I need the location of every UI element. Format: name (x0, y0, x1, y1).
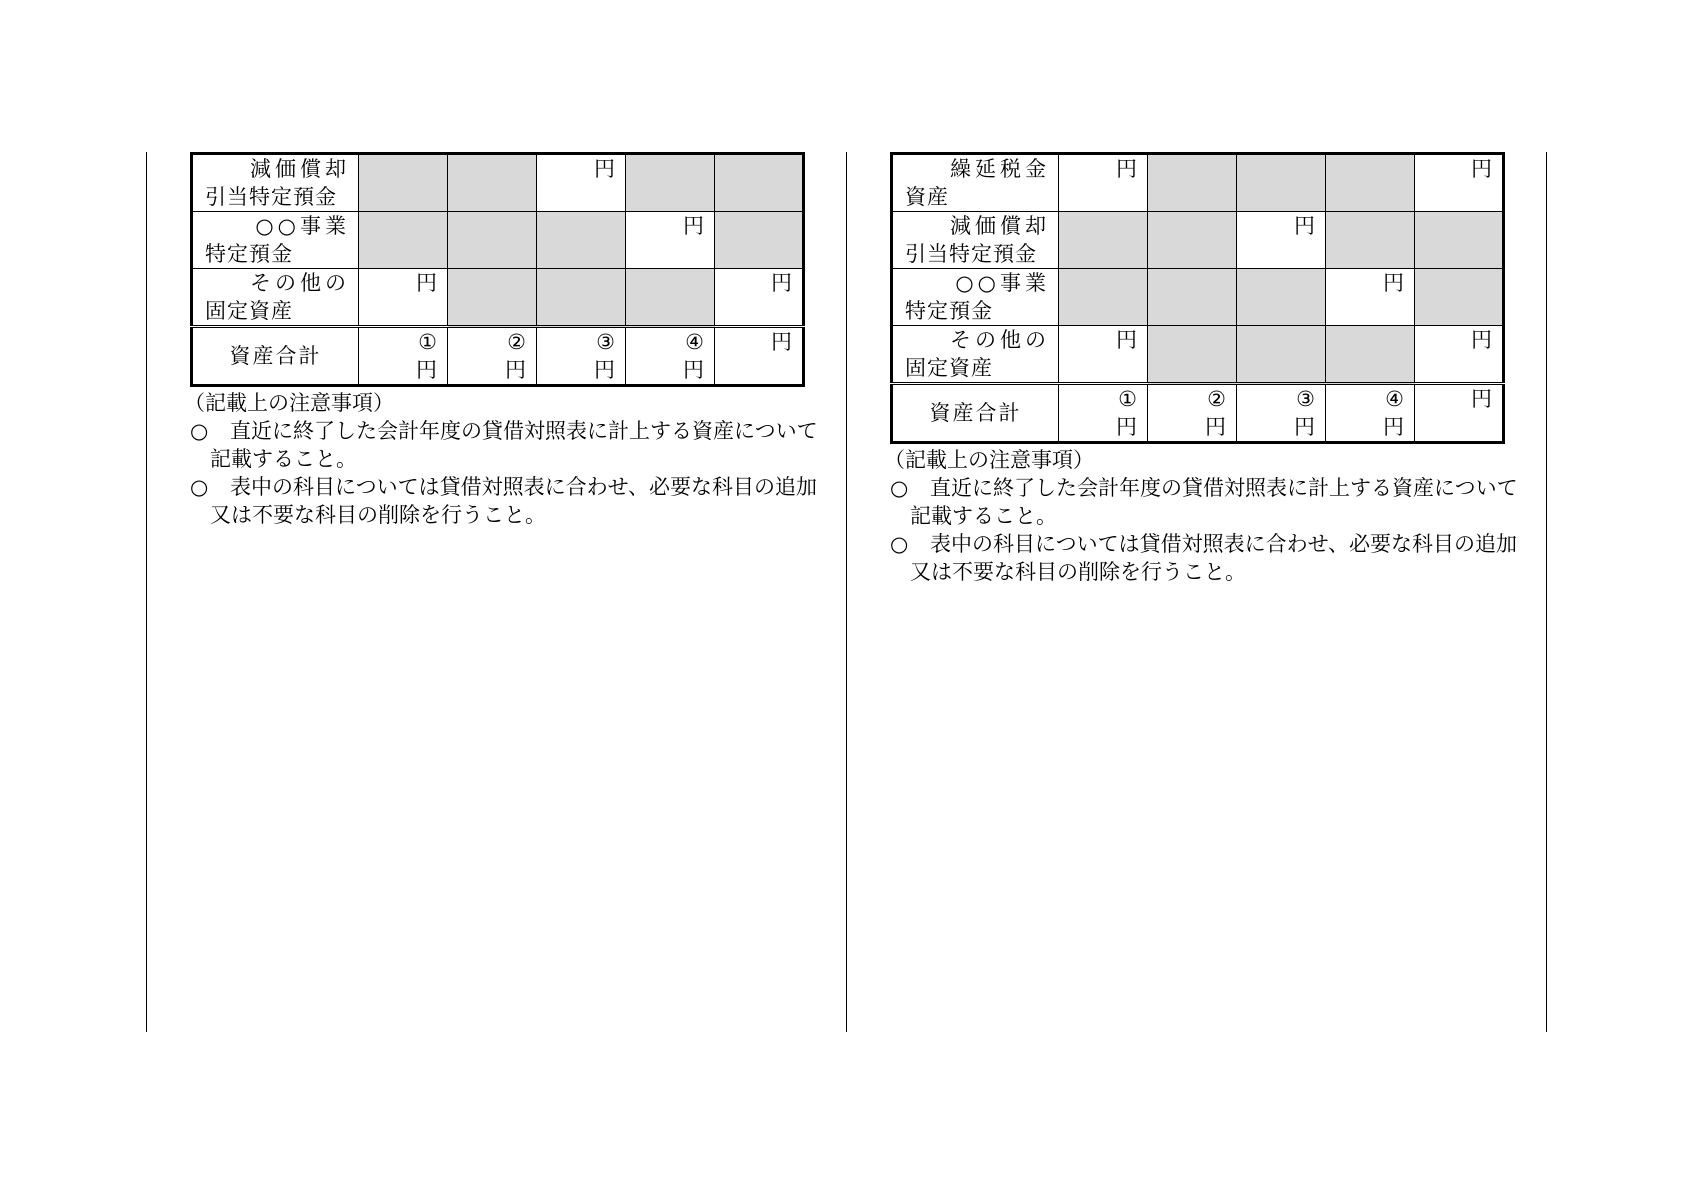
total-marker: ④ (685, 330, 704, 354)
table-row (892, 269, 1504, 326)
total-amount-cell (626, 327, 715, 386)
note-item (190, 473, 840, 501)
note-line2: 又は不要な科目の削除を行うこと。 (210, 503, 546, 527)
table-row (892, 154, 1504, 212)
row-label-line1: ○○事業 (255, 214, 350, 238)
amount-cell (448, 154, 537, 212)
amount-cell (359, 212, 448, 269)
note-item (190, 417, 840, 445)
total-marker: 円 (771, 330, 792, 354)
total-marker: ② (507, 330, 526, 354)
total-amount-cell (715, 327, 804, 386)
note-bullet: ○ (890, 532, 909, 556)
total-amount-cell (1148, 384, 1237, 443)
amount-cell (626, 154, 715, 212)
amount-cell: 円 (359, 269, 448, 327)
total-unit: 円 (1294, 415, 1315, 439)
table-row (892, 212, 1504, 269)
amount-cell (1326, 212, 1415, 269)
total-marker: 円 (1471, 387, 1492, 411)
right-margin-line (1546, 152, 1547, 1032)
table-row (192, 212, 804, 269)
total-row (192, 327, 804, 386)
total-unit: 円 (594, 358, 615, 382)
total-marker: ③ (1296, 387, 1315, 411)
right-notes (884, 446, 1540, 586)
row-label-line2: 固定資産 (205, 299, 293, 323)
notes-heading: （記載上の注意事項） (884, 448, 1094, 472)
amount-cell (1326, 326, 1415, 384)
amount-cell: 円 (715, 269, 804, 327)
row-label-line1: ○○事業 (955, 271, 1050, 295)
table-row (192, 269, 804, 327)
row-label-line2: 引当特定預金 (205, 185, 337, 209)
amount-cell (537, 212, 626, 269)
note-bullet: ○ (190, 419, 209, 443)
total-unit: 円 (1205, 415, 1226, 439)
table-row (192, 154, 804, 212)
total-unit: 円 (683, 358, 704, 382)
amount-cell (1148, 212, 1237, 269)
note-line1: 表中の科目については貸借対照表に合わせ、必要な科目の追加 (930, 532, 1517, 556)
total-marker: ① (418, 330, 437, 354)
total-amount-cell (448, 327, 537, 386)
amount-cell (1326, 154, 1415, 212)
amount-cell (537, 269, 626, 327)
total-unit: 円 (1116, 415, 1137, 439)
amount-cell (448, 212, 537, 269)
total-unit: 円 (1383, 415, 1404, 439)
amount-cell (1148, 154, 1237, 212)
amount-cell: 円 (1415, 326, 1504, 384)
total-unit: 円 (505, 358, 526, 382)
row-label-line2: 資産 (905, 185, 949, 209)
left-asset-table (190, 152, 805, 387)
amount-cell: 円 (537, 154, 626, 212)
amount-cell (1148, 269, 1237, 326)
row-label-cell (192, 269, 359, 327)
amount-cell (1237, 154, 1326, 212)
notes-heading: （記載上の注意事項） (184, 391, 394, 415)
row-label-cell (892, 326, 1059, 384)
amount-cell: 円 (626, 212, 715, 269)
amount-cell (715, 212, 804, 269)
row-label-line1: 繰延税金 (950, 157, 1050, 181)
amount-cell: 円 (1237, 212, 1326, 269)
row-label-line2: 特定預金 (905, 299, 993, 323)
amount-cell (715, 154, 804, 212)
row-label-cell (892, 212, 1059, 269)
row-label-cell (892, 154, 1059, 212)
total-marker: ④ (1385, 387, 1404, 411)
total-unit: 円 (416, 358, 437, 382)
center-divider-line (846, 152, 847, 1032)
total-amount-cell (537, 327, 626, 386)
amount-cell (626, 269, 715, 327)
total-amount-cell (1237, 384, 1326, 443)
amount-cell (1415, 269, 1504, 326)
total-amount-cell (1059, 384, 1148, 443)
left-notes (184, 389, 840, 529)
row-label-cell (192, 212, 359, 269)
row-label-line1: 減価償却 (950, 214, 1050, 238)
amount-cell (1059, 269, 1148, 326)
right-asset-table (890, 152, 1505, 444)
amount-cell: 円 (1059, 326, 1148, 384)
right-panel (884, 152, 1540, 586)
row-label-line1: 減価償却 (250, 157, 350, 181)
amount-cell (448, 269, 537, 327)
amount-cell (1237, 269, 1326, 326)
note-line1: 表中の科目については貸借対照表に合わせ、必要な科目の追加 (230, 475, 817, 499)
total-marker: ① (1118, 387, 1137, 411)
left-panel (184, 152, 840, 529)
total-label-cell: 資産合計 (892, 384, 1059, 443)
total-marker: ② (1207, 387, 1226, 411)
total-amount-cell (359, 327, 448, 386)
note-item (890, 530, 1540, 558)
total-marker: ③ (596, 330, 615, 354)
total-amount-cell (1326, 384, 1415, 443)
amount-cell (1148, 326, 1237, 384)
note-bullet: ○ (890, 476, 909, 500)
note-line2: 記載すること。 (910, 504, 1057, 528)
note-line1: 直近に終了した会計年度の貸借対照表に計上する資産について (230, 419, 818, 443)
note-line2: 記載すること。 (210, 447, 357, 471)
amount-cell: 円 (1415, 154, 1504, 212)
amount-cell (1415, 212, 1504, 269)
amount-cell (1059, 212, 1148, 269)
note-bullet: ○ (190, 475, 209, 499)
total-row (892, 384, 1504, 443)
row-label-line1: その他の (950, 328, 1050, 352)
note-item (890, 474, 1540, 502)
total-amount-cell (1415, 384, 1504, 443)
note-line1: 直近に終了した会計年度の貸借対照表に計上する資産について (930, 476, 1518, 500)
row-label-line1: その他の (250, 271, 350, 295)
row-label-line2: 特定預金 (205, 242, 293, 266)
note-line2: 又は不要な科目の削除を行うこと。 (910, 560, 1246, 584)
left-margin-line (146, 152, 147, 1032)
total-label-cell: 資産合計 (192, 327, 359, 386)
table-row (892, 326, 1504, 384)
row-label-cell (192, 154, 359, 212)
amount-cell: 円 (1326, 269, 1415, 326)
amount-cell (359, 154, 448, 212)
amount-cell (1237, 326, 1326, 384)
amount-cell: 円 (1059, 154, 1148, 212)
row-label-line2: 引当特定預金 (905, 242, 1037, 266)
row-label-line2: 固定資産 (905, 356, 993, 380)
row-label-cell (892, 269, 1059, 326)
